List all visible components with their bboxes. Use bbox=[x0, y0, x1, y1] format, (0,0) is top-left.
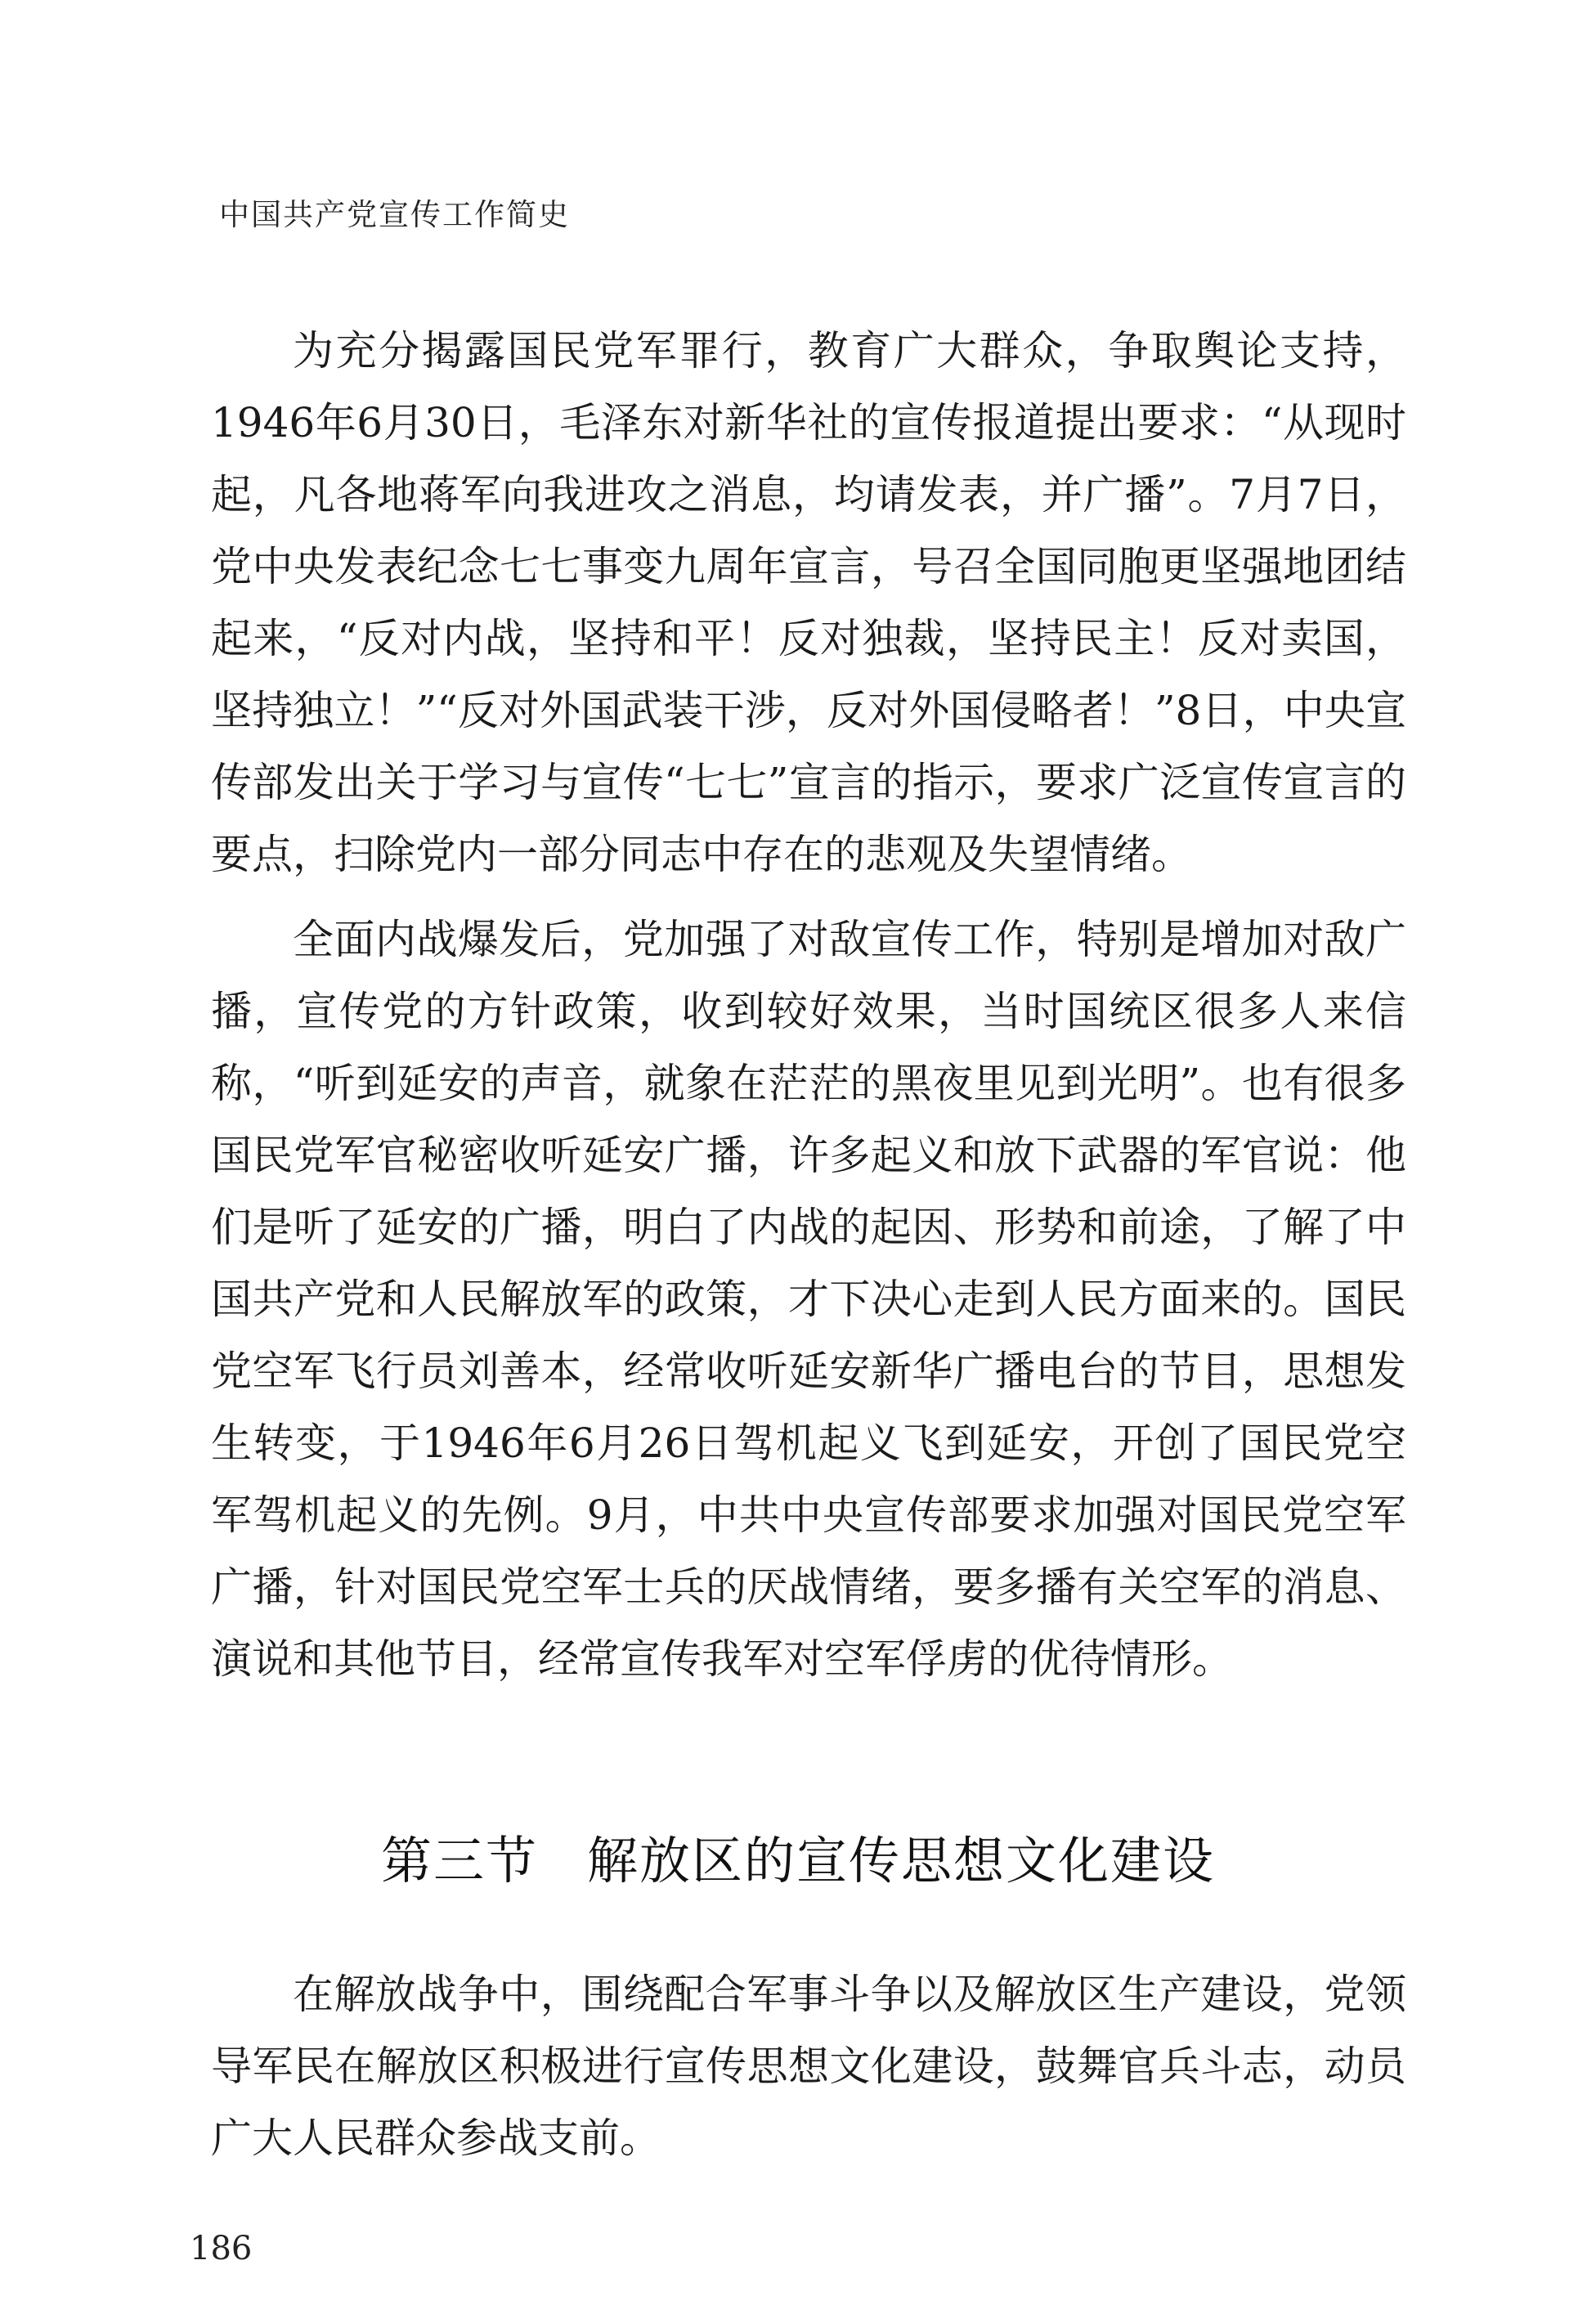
running-head: 中国共产党宣传工作简史 bbox=[219, 197, 570, 232]
section-heading bbox=[0, 1828, 1596, 1894]
paragraph-text: 为充分揭露国民党军罪行，教育广大群众，争取舆论支持，1946年6月30日，毛泽东对新华社的宣传报道提出要求：“从现时起，凡各地蒋军向我进攻之消息，均请发表，并广播”。7月7日，党中央发表纪念七七事变九周年宣言，号召全国同胞更坚强地团结起来，“反对内战，坚持和平！反对独裁，坚持民主！反对卖国，坚持独立！”“反对外国武装干涉，反对外国侵略者！”8日，中央宣传部发出关于学习与宣传“七七”宣言的指示，要求广泛宣传宣言的要点，扫除党内一部分同志中存在的悲观及失望情绪。 bbox=[211, 327, 1406, 878]
body-paragraph-1 bbox=[211, 315, 1406, 890]
paragraph-text: 全面内战爆发后，党加强了对敌宣传工作，特别是增加对敌广播，宣传党的方针政策，收到较好效果，当时国统区很多人来信称，“听到延安的声音，就象在茫茫的黑夜里见到光明”。也有很多国民党军官秘密收听延安广播，许多起义和放下武器的军官说：他们是听了延安的广播，明白了内战的起因、形势和前途，了解了中国共产党和人民解放军的政策，才下决心走到人民方面来的。国民党空军飞行员刘善本，经常收听延安新华广播电台的节目，思想发生转变，于1946年6月26日驾机起义飞到延安，开创了国民党空军驾机起义的先例。9月，中共中央宣传部要求加强对国民党空军广播，针对国民党空军士兵的厌战情绪，要多播有关空军的消息、演说和其他节目，经常宣传我军对空军俘虏的优待情形。 bbox=[211, 916, 1406, 1683]
section-title: 解放区的宣传思想文化建设 bbox=[587, 1831, 1216, 1890]
body-paragraph-2 bbox=[211, 904, 1406, 1695]
page-number: 186 bbox=[190, 2230, 253, 2267]
paragraph-text: 在解放战争中，围绕配合军事斗争以及解放区生产建设，党领导军民在解放区积极进行宣传思想文化建设，鼓舞官兵斗志，动员广大人民群众参战支前。 bbox=[211, 1971, 1406, 2162]
section-number: 第三节 bbox=[380, 1831, 538, 1890]
body-paragraph-3 bbox=[211, 1958, 1406, 2174]
